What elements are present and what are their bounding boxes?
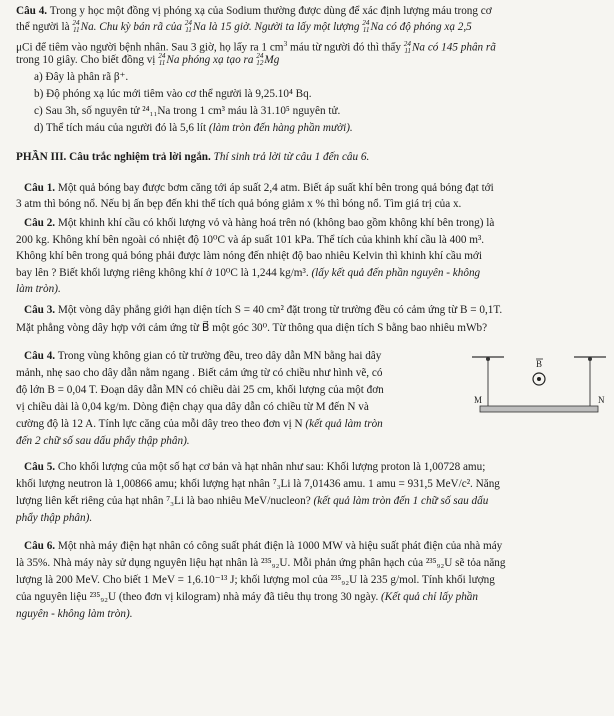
q3-line1: Câu 3. Một vòng dây phẳng giới hạn diện tích S = 40 cm² đặt trong từ trường đều có cảm ứng từ B = 0,1T. — [24, 304, 503, 316]
q4-option-d: d) Thể tích máu của người đó là 5,6 lít (làm tròn đến hàng phần mười). — [34, 122, 353, 134]
q4sa-line5: cường độ là 12 A. Tính lực căng của mỗi dây treo theo đơn vị N (kết quả làm tròn — [16, 418, 383, 430]
part3-header: PHẦN III. Câu trắc nghiệm trả lời ngắn. Thí sinh trả lời từ câu 1 đến câu 6. — [16, 151, 370, 163]
q1-line2: 3 atm thì bóng nổ. Nếu bị ấn bẹp đến khi thể tích quả bóng giảm x % thì bóng nổ. Tìm giá trị của x. — [16, 198, 462, 210]
q3-line2: Mặt phẳng vòng dây hợp với cảm ứng từ B⃗ một góc 30⁰. Từ thông qua diện tích S bằng bao nhiêu mWb? — [16, 322, 488, 334]
q4-option-b: b) Độ phóng xạ lúc mới tiêm vào cơ thể người là 9,25.10⁴ Bq. — [34, 88, 312, 100]
nuclide-mg: 24 12 — [256, 53, 264, 68]
q4-stem-line2: thể người là 24 11 Na. Chu kỳ bán rã của 24 11 Na là 15 giờ. Người ta lấy một lượng 24 11 Na có độ phóng xạ 2,5 — [16, 20, 472, 35]
q5-line1: Câu 5. Cho khối lượng của một số hạt cơ bản và hạt nhân như sau: Khối lượng proton là 1,00728 amu; — [24, 461, 486, 473]
q4sa-line3: độ lớn B = 0,04 T. Đoạn dây dẫn MN có chiều dài 25 cm, khối lượng của một đơn — [16, 384, 384, 396]
q6-line3: lượng là 200 MeV. Cho biết 1 MeV = 1,6.10⁻¹³ J; khối lượng mol của ²³⁵₉₂U là 235 g/mol. Tính khối lượng — [16, 574, 495, 586]
q2-line2: 200 kg. Không khí bên ngoài có nhiệt độ 10⁰C và áp suất 101 kPa. Thể tích của khinh khí cầu là 400 m³. — [16, 234, 485, 246]
fig-label-m: M — [474, 395, 483, 405]
q4-option-a: a) Đây là phân rã β⁺. — [34, 71, 129, 83]
q5-line4: phẩy thập phân). — [16, 512, 93, 524]
wire-mn — [480, 406, 598, 412]
q2-line5: làm tròn). — [16, 283, 61, 295]
q4-stem-line3: μCi để tiêm vào người bệnh nhân. Sau 3 giờ, họ lấy ra 1 $cm^3$ máu từ người đó thì thấy 24 11 Na có 145 phân rã — [16, 39, 496, 56]
fig-label-n: N — [598, 395, 605, 405]
q2-line1: Câu 2. Một khinh khí cầu có khối lượng vỏ và hàng hoá trên nó (không bao gồm không khí bên trong) là — [24, 217, 495, 229]
q4sa-line2: mảnh, nhẹ sao cho dây dẫn nằm ngang . Biết cảm ứng từ có chiều như hình vẽ, có — [16, 367, 383, 379]
q2-line3: Không khí bên trong quả bóng phải được làm nóng đến nhiệt độ bao nhiêu Kelvin thì khinh khí cầu mới — [16, 250, 482, 262]
nuclide-na: 24 11 — [72, 20, 80, 35]
q5-line2: khối lượng neutron là 1,00866 amu; khối lượng hạt nhân ⁷₃Li là 7,01436 amu. 1 amu = 931,5 MeV/c². Năng — [16, 478, 500, 490]
q6-line5: nguyên - không làm tròn). — [16, 608, 133, 620]
fig-label-b: B — [536, 359, 543, 369]
q6-line4: của nguyên liệu ²³⁵₉₂U (theo đơn vị kilogram) nhà máy đã tiêu thụ trong 30 ngày. (Kết quả chỉ lấy phần — [16, 591, 478, 603]
q4-stem-line1: Câu 4. Trong y học một đồng vị phóng xạ của Sodium thường được dùng để xác định lượng máu trong cơ — [16, 5, 492, 17]
q4-stem-line4: trong 10 giây. Cho biết đồng vị 24 11 Na phóng xạ tạo ra 24 12 Mg — [16, 53, 280, 68]
q6-line1: Câu 6. Một nhà máy điện hạt nhân có công suất phát điện là 1000 MW và hiệu suất phát điện của nhà máy — [24, 540, 503, 552]
q4sa-line1: Câu 4. Trong vùng không gian có từ trường đều, treo dây dẫn MN bằng hai dây — [24, 350, 382, 362]
q1-line1: Câu 1. Một quả bóng bay được bơm căng tới áp suất 2,4 atm. Biết áp suất khí bên trong quả bóng đạt tới — [24, 182, 494, 194]
q4-option-c: c) Sau 3h, số nguyên tử ²⁴₁₁Na trong 1 cm³ máu là 31.10⁵ nguyên tử. — [34, 105, 341, 117]
q4-line1-text: Trong y học một đồng vị phóng xạ của Sodium thường được dùng để xác định lượng máu trong cơ — [47, 5, 492, 17]
hanging-wire-figure — [470, 347, 608, 439]
q2-line4: bay lên ? Biết khối lượng riêng không khí ở 10⁰C là 1,244 kg/m³. (lấy kết quả đến phần nguyên - không — [16, 267, 481, 279]
q4sa-line6: đến 2 chữ số sau dấu phẩy thập phân). — [16, 435, 190, 447]
q6-line2: là 35%. Nhà máy này sử dụng nguyên liệu hạt nhân là ²³⁵₉₂U. Mỗi phản ứng phân hạch của ²³⁵₉₂U sẽ tỏa năng — [16, 557, 506, 569]
q4sa-line4: vị chiều dài là 0,04 kg/m. Dòng điện chạy qua dây dẫn có chiều từ M đến N và — [16, 401, 369, 413]
q5-line3: lượng liên kết riêng của hạt nhân ⁷₃Li là bao nhiêu MeV/nucleon? (kết quả làm tròn đến 1 chữ số sau dấu — [16, 495, 489, 507]
